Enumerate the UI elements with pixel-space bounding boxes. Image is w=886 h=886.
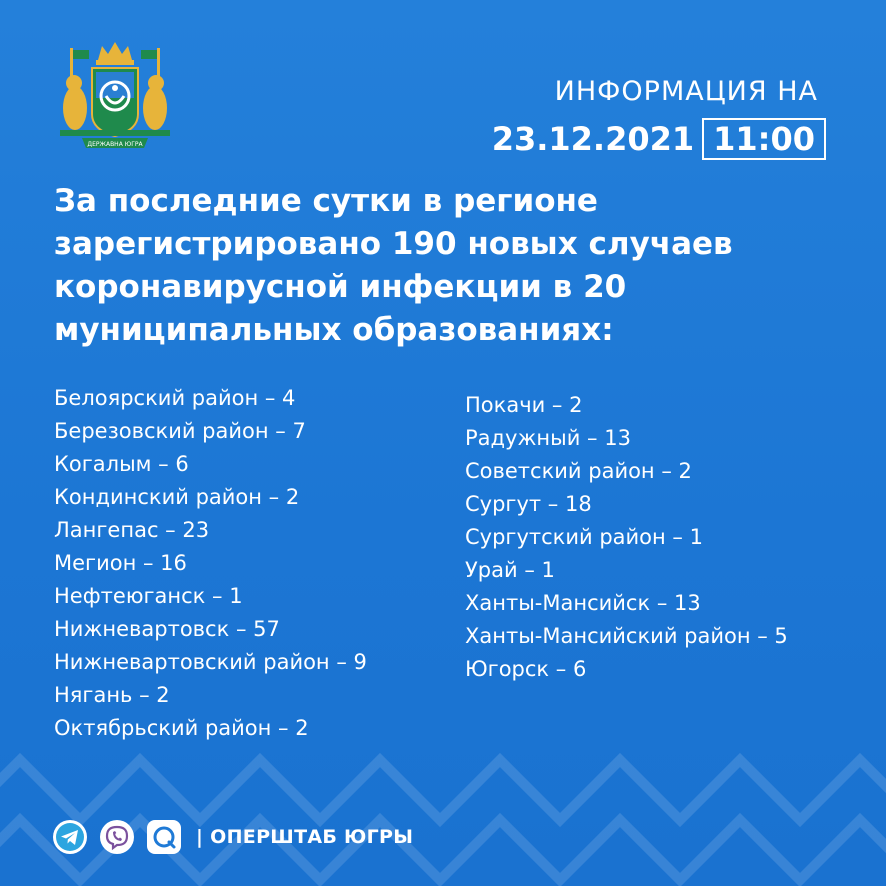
list-item: Лангепас – 23 bbox=[54, 518, 210, 542]
list-item: Березовский район – 7 bbox=[54, 419, 306, 443]
date-time-row bbox=[492, 118, 826, 160]
headline-line: зарегистрировано 190 новых случаев bbox=[54, 226, 733, 262]
icq-icon[interactable] bbox=[147, 820, 181, 854]
list-item: Сургутский район – 1 bbox=[465, 525, 703, 549]
list-item: Октябрьский район – 2 bbox=[54, 716, 309, 740]
footer-label: | ОПЕРШТАБ ЮГРЫ bbox=[196, 826, 414, 848]
emblem-motto: ДЕРЖАВНА ЮГРА bbox=[87, 141, 143, 148]
list-item: Сургут – 18 bbox=[465, 492, 592, 516]
list-item: Покачи – 2 bbox=[465, 393, 583, 417]
report-time: 11:00 bbox=[702, 118, 826, 160]
list-item: Белоярский район – 4 bbox=[54, 386, 296, 410]
list-item: Нижневартовск – 57 bbox=[54, 617, 280, 641]
list-item: Когалым – 6 bbox=[54, 452, 189, 476]
coat-of-arms-emblem bbox=[50, 38, 180, 150]
list-item: Нефтеюганск – 1 bbox=[54, 584, 243, 608]
list-item: Югорск – 6 bbox=[465, 657, 587, 681]
headline-line: коронавирусной инфекции в 20 bbox=[54, 269, 627, 305]
district-list-left bbox=[54, 382, 367, 745]
list-item: Радужный – 13 bbox=[465, 426, 631, 450]
headline bbox=[54, 180, 854, 352]
list-item: Кондинский район – 2 bbox=[54, 485, 300, 509]
report-date: 23.12.2021 bbox=[491, 120, 695, 158]
list-item: Советский район – 2 bbox=[465, 459, 692, 483]
info-date-label: ИНФОРМАЦИЯ НА bbox=[554, 76, 818, 107]
list-item: Ханты-Мансийск – 13 bbox=[465, 591, 701, 615]
viber-icon[interactable] bbox=[100, 820, 134, 854]
list-item: Ханты-Мансийский район – 5 bbox=[465, 624, 788, 648]
footer bbox=[53, 820, 413, 854]
headline-line: муниципальных образованиях: bbox=[54, 312, 614, 348]
district-list-right bbox=[465, 389, 788, 686]
telegram-icon[interactable] bbox=[53, 820, 87, 854]
list-item: Нягань – 2 bbox=[54, 683, 170, 707]
headline-line: За последние сутки в регионе bbox=[54, 183, 598, 219]
list-item: Урай – 1 bbox=[465, 558, 555, 582]
list-item: Нижневартовский район – 9 bbox=[54, 650, 367, 674]
list-item: Мегион – 16 bbox=[54, 551, 187, 575]
